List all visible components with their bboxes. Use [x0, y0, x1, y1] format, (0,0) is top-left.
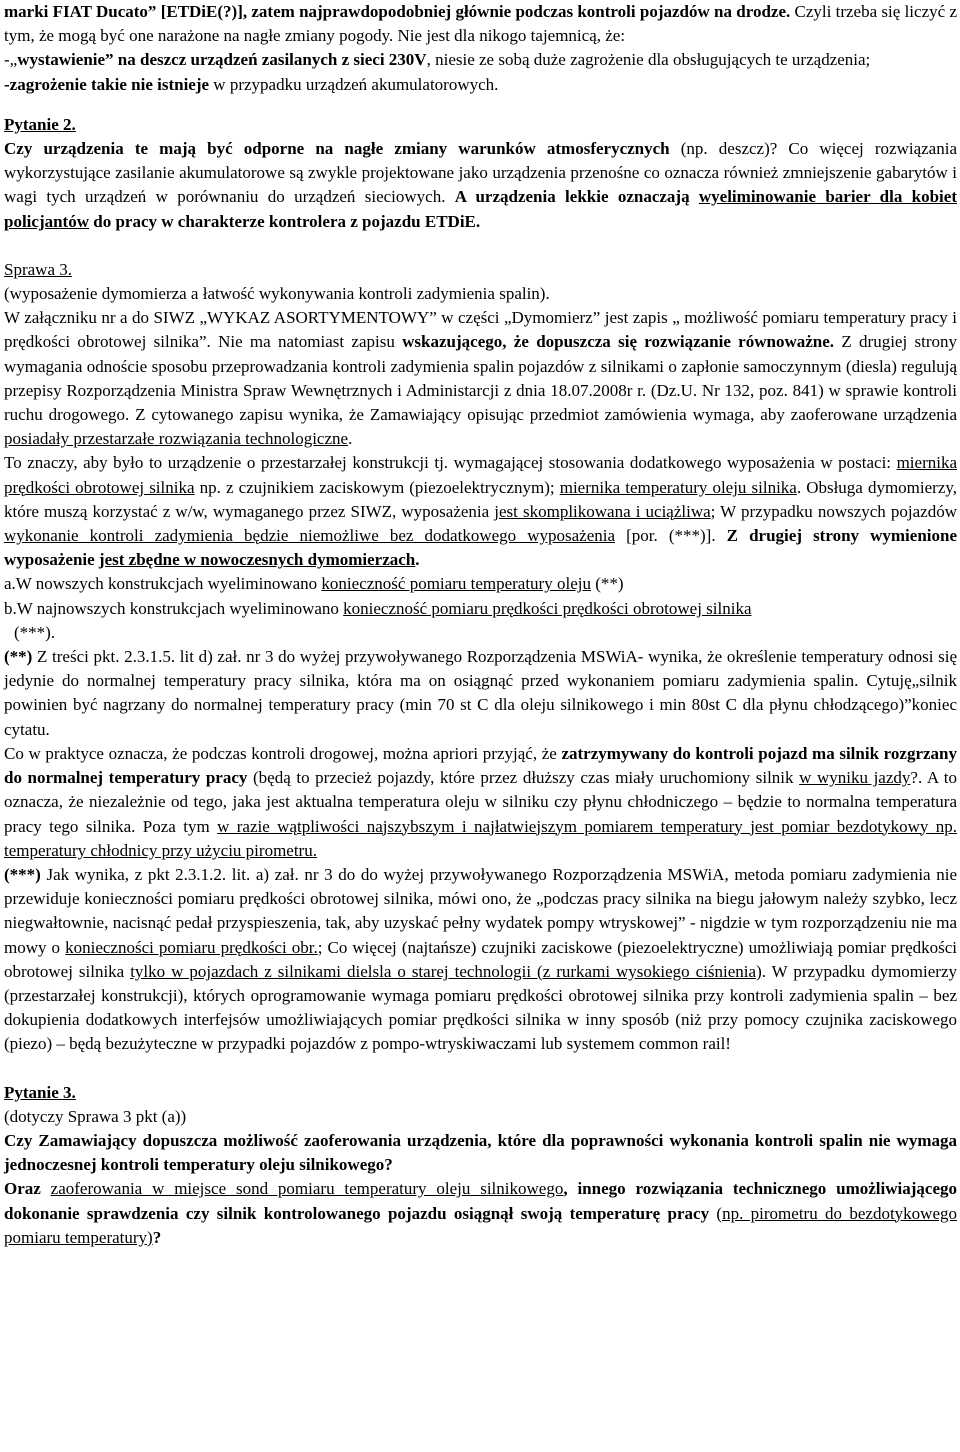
heading: Pytanie 3. [4, 1082, 76, 1102]
bold-text: Czy Zamawiający dopuszcza możliwość zaoferowania urządzenia, które dla poprawności wykonania kontroli spalin nie wymaga jednoczesnej kontroli temperatury oleju silnikowego? [4, 1130, 957, 1175]
section-3-paragraph-d [4, 742, 957, 863]
text: . [348, 429, 353, 449]
intro-text: Czyli trzeba się liczyć z tym, że mogą być one narażone na nagłe zmiany pogody. Nie jest dla nikogo tajemnicą, że: [4, 2, 957, 46]
question-2-title [4, 113, 957, 137]
text: b.W najnowszych konstrukcjach wyeliminowano [4, 598, 344, 618]
text: a.W nowszych konstrukcjach wyeliminowano [4, 574, 322, 594]
bold-underline-text: wyeliminowanie barier dla kobiet policjantów [4, 187, 957, 231]
footnote-mark: (**) [4, 647, 33, 667]
question-tail: (np. deszcz)? [669, 139, 778, 159]
bold-text: A urządzenia lekkie oznaczają [454, 187, 699, 207]
subtitle: (dotyczy Sprawa 3 pkt (a)) [4, 1106, 187, 1126]
spacer [4, 97, 957, 113]
underline-text: miernika temperatury oleju silnika [559, 477, 797, 497]
underline-text: tylko w pojazdach z silnikami dielsla o starej technologii (z rurkami wysokiego ciśnienia) [130, 961, 762, 981]
intro-bold-text: marki FIAT Ducato” [ETDiE(?)], zatem najprawdopodobniej głównie podczas kontroli pojazdów na drodze. [4, 2, 791, 21]
spacer [4, 234, 957, 258]
bold-text: Z drugiej strony wymienione wyposażenie [4, 526, 958, 570]
text: (***). [14, 622, 56, 642]
bold-underline-text: jest zbędne w nowoczesnych dymomierzach [98, 550, 416, 570]
text: . W przypadku dymomierzy (przestarzałej konstrukcji), których oprogramowanie wymaga pomiaru prędkości obrotowej silnika przy kontroli zadymienia spalin – bez dokupienia dodatkowych interfejsów umożliwiających pomiar prędkości silnika w inny sposób (niż przy pomocy czujnika zaciskowego (piezo) – będą bezużyteczne w przypadki pojazdów z pompo-wtryskiwaczami lub systemem common rail! [4, 961, 957, 1054]
underline-text: konieczności pomiaru prędkości obr. [65, 937, 318, 957]
underline-text: w wyniku jazdy [799, 768, 911, 788]
question-3-oraz [4, 1177, 957, 1250]
text: ?. A to oznacza, że niezależnie od tego, jaka jest aktualna temperatura oleju w silniku czy płynu chłodniczego – będzie to normalna temperatura pracy tego silnika. Poza tym [4, 768, 958, 836]
underline-text: zaoferowania w miejsce sond pomiaru temperatury oleju silnikowego [50, 1179, 564, 1199]
underline-text: (np. pirometru do bezdotykowego pomiaru temperatury) [4, 1203, 957, 1247]
text: W załączniku nr a do SIWZ „WYKAZ ASORTYMENTOWY” w części „Dymomierz” jest zapis „ możliwość pomiaru temperatury pracy i prędkości obrotowej silnika”. Nie ma natomiast zapisu [4, 308, 957, 352]
bullet-text: , niesie ze sobą duże zagrożenie dla obsługujących te urządzenia; [426, 50, 871, 70]
bold-text: , innego rozwiązania technicznego umożliwiającego dokonanie sprawdzenia czy silnik kontrolowanego pojazdu osiągnął swoją temperaturę pracy [4, 1179, 957, 1223]
text: Jak wynika, z pkt 2.3.1.2. lit. a) zał. nr 3 do do wyżej przywoływanego Rozporządzenia MSWiA, metoda pomiaru zadymienia nie przewiduje konieczności pomiaru prędkości obrotowej silnika, mówi ono, że „podczas pracy silnika na biegu jałowym należy szybko, lecz niegwałtownie, nacisnąć pedał przyspieszenia, tak, aby uzyskać pełny wydatek pompy wtryskowej” - nigdzie w tym rozporządzeniu nie ma mowy o [4, 864, 957, 957]
heading: Sprawa 3. [4, 259, 72, 279]
underline-text: w razie wątpliwości najszybszym i najłatwiejszym pomiarem temperatury jest pomiar bezdotykowy np. temperatury chłodnicy przy użyciu pirometru. [4, 816, 957, 860]
bold-text: do pracy w charakterze kontrolera z pojazdu ETDiE. [89, 211, 481, 231]
bullet-text: w przypadku urządzeń akumulatorowych. [209, 74, 499, 94]
underline-text: jest skomplikowana i uciążliwa [494, 501, 711, 521]
bullet-zagrozenie [4, 73, 957, 97]
question-bold: Czy urządzenia te mają być odporne na nagłe zmiany warunków atmosferycznych [4, 139, 670, 159]
question-3-bold [4, 1129, 957, 1177]
underline-text: wykonanie kontroli zadymienia będzie niemożliwe bez dodatkowego wyposażenia [4, 526, 616, 546]
section-3-paragraph-a [4, 306, 957, 451]
question-3-title [4, 1081, 957, 1105]
question-2-body [4, 137, 957, 234]
text: [por. (***)]. [615, 526, 727, 546]
bullet-lead: -„ [4, 50, 18, 70]
footnote-mark: (***) [4, 864, 41, 884]
underline-text: konieczność pomiaru temperatury oleju [321, 574, 591, 594]
bold-text: ? [152, 1227, 162, 1247]
question-body: Co więcej rozwiązania wykorzystujące zasilanie akumulatorowe są zwykle projektowane jako urządzenia przenośne co oznacza również zmniejszenie gabarytów i wagi tych urządzeń w porównaniu do urządzeń sieciowych. [4, 139, 957, 207]
underline-text: konieczność pomiaru prędkości prędkości obrotowej silnika [343, 598, 752, 618]
text: ; Co więcej (najtańsze) czujniki zaciskowe (piezoelektryczne) umożliwiają pomiar prędkości obrotowej silnika [4, 937, 957, 981]
footnote-2 [4, 645, 957, 742]
bullet-bold: wystawienie” na deszcz urządzeń zasilanych z sieci 230V [17, 50, 427, 70]
bold-text: zatrzymywany do kontroli pojazd ma silnik rozgrzany do normalnej temperatury pracy [4, 743, 958, 788]
bold-text: Oraz [4, 1179, 51, 1199]
text: To znaczy, aby było to urządzenie o przestarzałej konstrukcji tj. wymagającej stosowania dodatkowego wyposażenia w postaci: [4, 453, 897, 473]
list-item-b [4, 597, 957, 645]
text: (będą to przecież pojazdy, które przez dłuższy czas miały uruchomiony silnik [247, 768, 800, 788]
bold-text: wskazującego, że dopuszcza się rozwiązanie równoważne. [402, 332, 835, 352]
subtitle: (wyposażenie dymomierza a łatwość wykonywania kontroli zadymienia spalin). [4, 284, 550, 304]
question-3-subtitle [4, 1105, 957, 1129]
text: np. z czujnikiem zaciskowym (piezoelektrycznym); [194, 477, 560, 497]
section-3-subtitle [4, 282, 957, 306]
heading: Pytanie 2. [4, 114, 76, 134]
bullet-wystawienie [4, 48, 957, 72]
list-item-a [4, 572, 957, 596]
document-page [4, 0, 957, 1250]
spacer [4, 1057, 957, 1081]
text: Co w praktyce oznacza, że podczas kontroli drogowej, można apriori przyjąć, że [4, 743, 562, 763]
bullet-bold: -zagrożenie takie nie istnieje [4, 74, 210, 94]
section-3-title [4, 258, 957, 282]
text: Z drugiej strony wymagania odnoście sposobu przeprowadzania kontroli zadymienia spalin pojazdów z silnikami o zapłonie samoczynnym (diesla) regulują przepisy Rozporządzenia Ministra Spraw Wewnętrznych i Administarcji z dnia 18.07.2008r r. (Dz.U. Nr 132, poz. 841) w sprawie kontroli ruchu drogowego. Z cytowanego zapisu wynika, że Zamawiający opisując przedmiot zamówienia wymaga, aby zaoferowane urządzenia [4, 332, 957, 425]
underline-text: posiadały przestarzałe rozwiązania technologiczne [4, 429, 349, 449]
underline-text: miernika prędkości obrotowej silnika [4, 453, 957, 497]
section-3-paragraph-c [4, 451, 957, 572]
footnote-3 [4, 863, 957, 1057]
text: (**) [590, 574, 624, 594]
text: ; W przypadku nowszych pojazdów [710, 501, 957, 521]
paragraph-intro [4, 0, 957, 48]
text: Z treści pkt. 2.3.1.5. lit d) zał. nr 3 do wyżej przywoływanego Rozporządzenia MSWiA- wynika, że określenie temperatury odnosi się jedynie do normalnej temperatury pracy silnika, która ma on osiągnąć przed wykonaniem pomiaru zadymienia spalin. Cytuję„silnik powinien być nagrzany do normalnej temperatury pracy (min 70 st C dla oleju silnikowego i min 80st C dla płynu chłodzącego)”koniec cytatu. [4, 647, 957, 739]
bold-text: . [415, 550, 420, 570]
text: . Obsługa dymomierzy, które muszą korzystać z w/w, wymaganego przez SIWZ, wyposażenia [4, 477, 958, 521]
